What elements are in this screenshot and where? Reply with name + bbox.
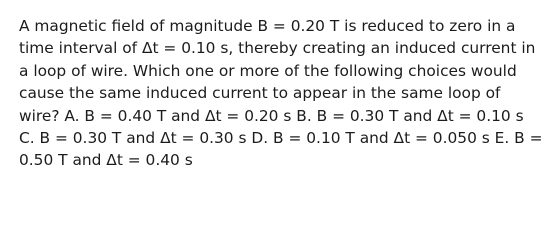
question-text: A magnetic field of magnitude B = 0.20 T is reduced to zero in a time interval of Δt = 0.10 s, thereby creating an induced current in a loop of wire. Which one or more of the following choices would cause the same induced current to appear in the same loop of wire? A. B = 0.40 T and Δt = 0.20 s B. B = 0.30 T and Δt = 0.10 s C. B = 0.30 T and Δt = 0.30 s D. B = 0.10 T and Δt = 0.050 s E. B = 0.50 T and Δt = 0.40 s [19, 17, 543, 170]
